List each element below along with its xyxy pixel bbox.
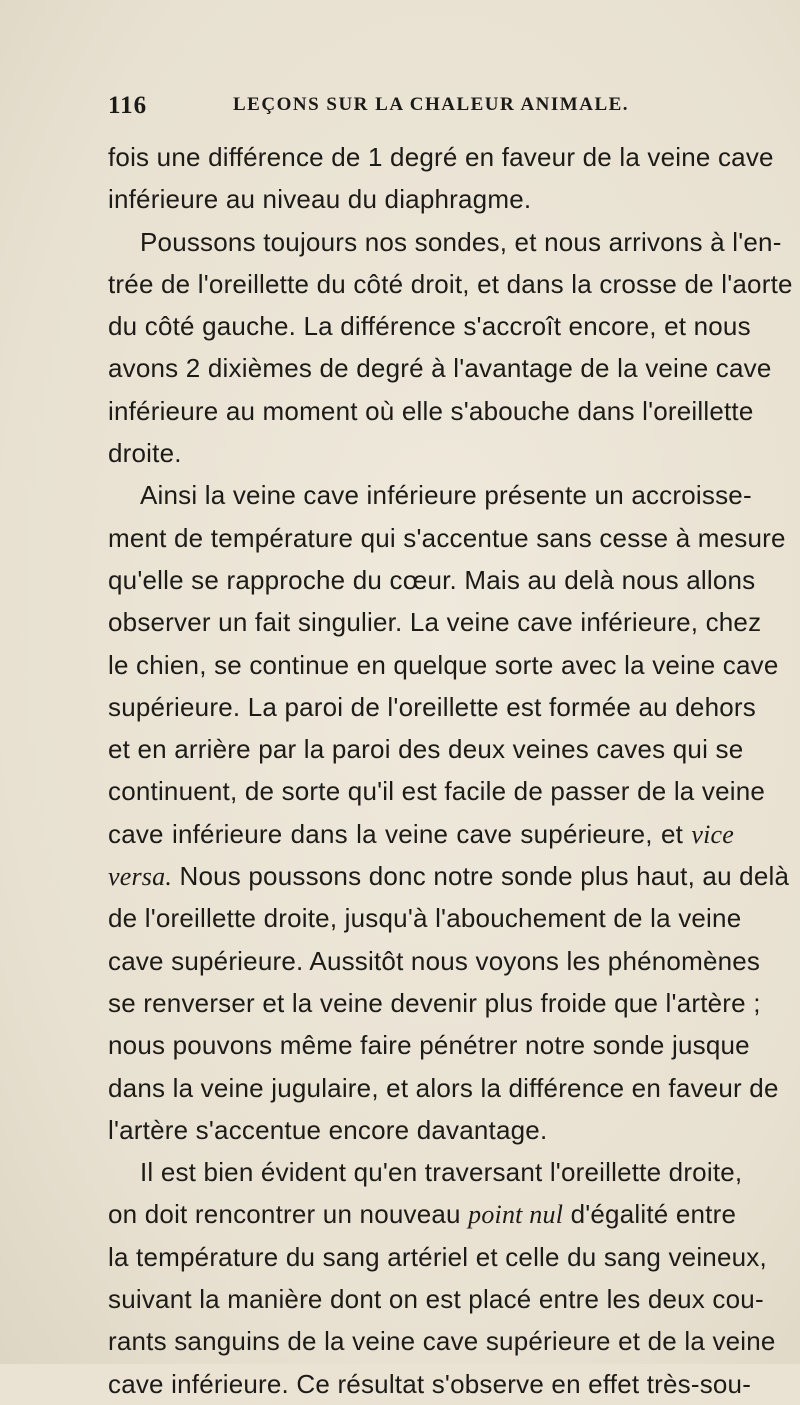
line-text: de l'oreillette droite, jusqu'à l'abouchement de la veine xyxy=(108,903,742,934)
text-line xyxy=(108,644,779,686)
text-line xyxy=(108,728,744,770)
text-line xyxy=(108,1363,752,1405)
text-line xyxy=(108,263,793,305)
line-text: rants sanguins de la veine cave supérieure et de la veine xyxy=(108,1326,776,1357)
line-text: trée de l'oreillette du côté droit, et dans la crosse de l'aorte xyxy=(108,268,793,299)
text-line xyxy=(108,1067,779,1109)
line-text: Nous poussons donc notre sonde plus haut, au delà xyxy=(179,861,790,892)
line-text: l'artère s'accentue encore davantage. xyxy=(108,1114,548,1145)
text-line xyxy=(108,1024,750,1066)
text-line xyxy=(108,770,766,812)
line-text: qu'elle se rapproche du cœur. Mais au delà nous allons xyxy=(108,564,756,595)
text-line xyxy=(108,686,756,728)
line-text: se renverser et la veine devenir plus froide que l'artère ; xyxy=(108,987,761,1018)
line-text: avons 2 dixièmes de degré à l'avantage de la veine cave xyxy=(108,353,772,384)
text-line xyxy=(108,390,754,432)
line-text: nous pouvons même faire pénétrer notre sonde jusque xyxy=(108,1030,750,1061)
text-line xyxy=(108,1320,776,1362)
text-line xyxy=(108,897,742,939)
line-text: observer un fait singulier. La veine cave inférieure, chez xyxy=(108,607,762,638)
line-italic-head: versa. xyxy=(108,862,173,892)
line-text: on doit rencontrer un nouveau xyxy=(108,1199,461,1230)
line-text: cave inférieure dans la veine cave supérieure, et xyxy=(108,818,684,849)
text-line xyxy=(108,1193,737,1235)
line-text: cave supérieure. Aussitôt nous voyons les phénomènes xyxy=(108,945,761,976)
body-text xyxy=(108,136,793,1405)
line-text: la température du sang artériel et celle du sang veineux, xyxy=(108,1241,767,1272)
page-number: 116 xyxy=(108,92,148,119)
text-line xyxy=(108,178,734,220)
line-text: inférieure au moment où elle s'abouche dans l'oreillette xyxy=(108,395,754,426)
text-line xyxy=(108,432,734,474)
line-text: cave inférieure. Ce résultat s'observe en effet très-sou- xyxy=(108,1368,752,1399)
text-line xyxy=(108,136,774,178)
text-line xyxy=(108,559,756,601)
text-line xyxy=(108,305,751,347)
text-line xyxy=(108,1278,764,1320)
text-line xyxy=(108,1151,743,1193)
line-text: fois une différence de 1 degré en faveur de la veine cave xyxy=(108,142,774,172)
line-text: dans la veine jugulaire, et alors la différence en faveur de xyxy=(108,1072,779,1103)
line-text: du côté gauche. La différence s'accroît encore, et nous xyxy=(108,311,751,342)
text-line xyxy=(108,1236,767,1278)
line-text: inférieure au niveau du diaphragme. xyxy=(108,184,532,215)
line-text: le chien, se continue en quelque sorte avec la veine cave xyxy=(108,649,779,680)
line-text: Ainsi la veine cave inférieure présente un accroisse- xyxy=(140,480,752,511)
line-text: ment de température qui s'accentue sans cesse à mesure xyxy=(108,522,786,553)
text-line xyxy=(108,940,761,982)
text-line xyxy=(108,813,734,855)
text-line xyxy=(108,221,782,263)
running-head xyxy=(108,92,708,122)
line-italic-mid: point nul xyxy=(468,1200,564,1230)
text-line xyxy=(108,474,752,516)
line-text: Poussons toujours nos sondes, et nous arrivons à l'en- xyxy=(140,226,782,257)
line-text: droite. xyxy=(108,438,182,469)
line-text: et en arrière par la paroi des deux veines caves qui se xyxy=(108,734,744,765)
text-line xyxy=(108,1109,734,1151)
text-line xyxy=(108,517,786,559)
line-tail: d'égalité entre xyxy=(570,1199,737,1230)
text-line xyxy=(108,982,761,1024)
line-text: Il est bien évident qu'en traversant l'oreillette droite, xyxy=(140,1157,743,1188)
text-line xyxy=(108,601,762,643)
line-italic-tail: vice xyxy=(691,819,734,849)
line-text: continuent, de sorte qu'il est facile de passer de la veine xyxy=(108,776,766,807)
running-title: LEÇONS SUR LA CHALEUR ANIMALE. xyxy=(233,94,630,115)
line-text: suivant la manière dont on est placé entre les deux cou- xyxy=(108,1284,764,1315)
line-text: supérieure. La paroi de l'oreillette est formée au dehors xyxy=(108,691,756,722)
text-line xyxy=(108,855,790,897)
text-line xyxy=(108,347,772,389)
